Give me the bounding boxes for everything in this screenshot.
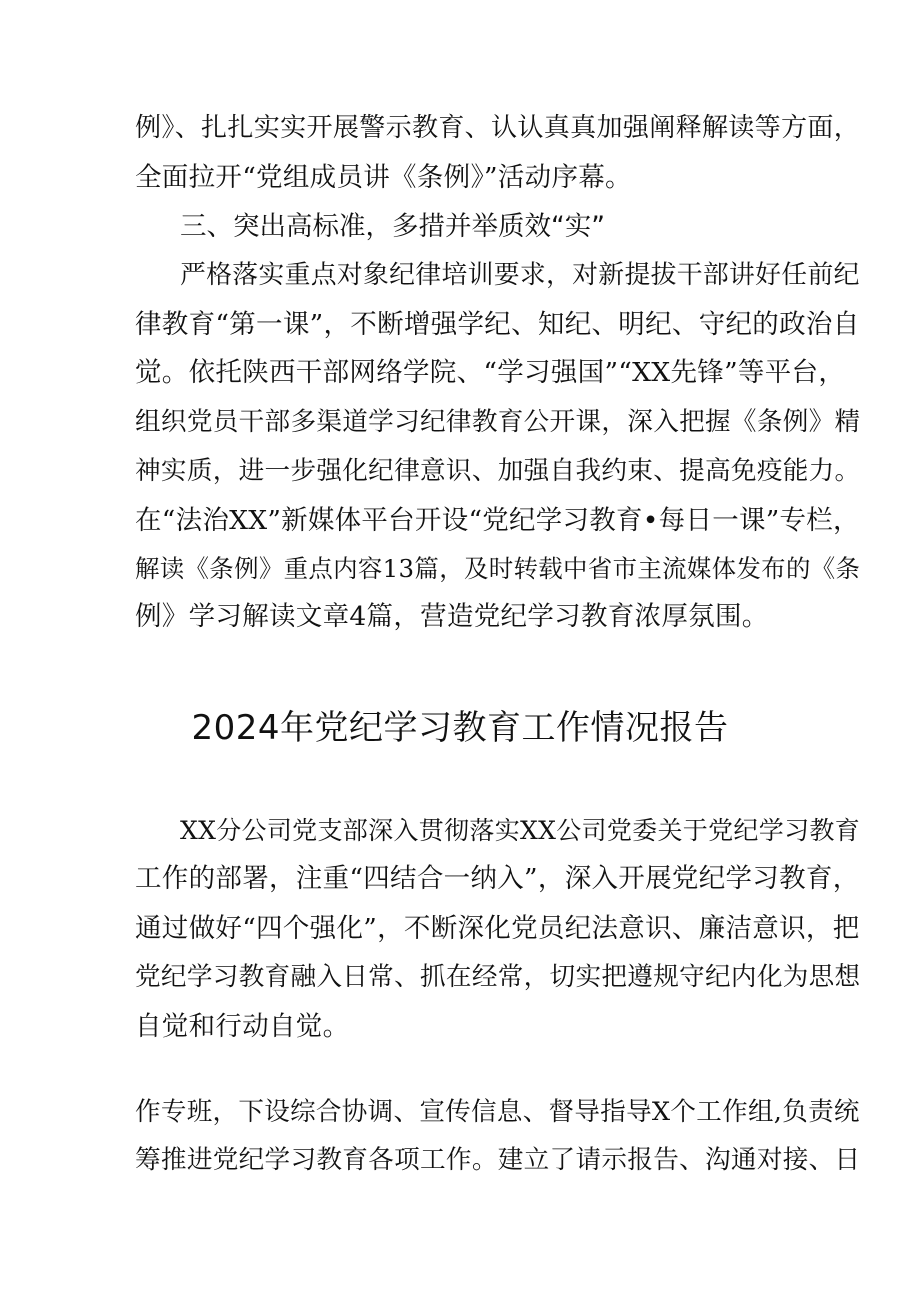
- paragraph-line: 神实质，进一步强化纪律意识、加强自我约束、提高免疫能力。: [135, 456, 861, 486]
- paragraph-line: 觉。依托陕西干部网络学院、“学习强国”“XX先锋”等平台，: [135, 357, 846, 388]
- paragraph-line: 全面拉开“党组成员讲《条例》”活动序幕。: [135, 162, 632, 193]
- paragraph-line: 工作的部署，注重“四结合一纳入”，深入开展党纪学习教育，: [135, 863, 860, 894]
- paragraph-line: 例》、扎扎实实开展警示教育、认认真真加强阐释解读等方面，: [135, 113, 861, 143]
- report-title: 2024年党纪学习教育工作情况报告: [191, 708, 729, 748]
- paragraph-line: 通过做好“四个强化”，不断深化党员纪法意识、廉洁意识，把: [135, 913, 860, 944]
- paragraph-line: 自觉和行动自觉。: [135, 1011, 350, 1042]
- paragraph-line: 严格落实重点对象纪律培训要求，对新提拔干部讲好任前纪: [180, 260, 860, 290]
- paragraph-line: 例》学习解读文章4篇，营造党纪学习教育浓厚氛围。: [135, 601, 769, 632]
- paragraph-line: 筹推进党纪学习教育各项工作。建立了请示报告、沟通对接、日: [135, 1145, 861, 1175]
- paragraph-line: 解读《条例》重点内容13篇，及时转载中省市主流媒体发布的《条: [135, 554, 861, 583]
- paragraph-line: 律教育“第一课”，不断增强学纪、知纪、明纪、守纪的政治自: [135, 309, 860, 340]
- paragraph-line: 作专班，下设综合协调、宣传信息、督导指导X个工作组,负责统: [135, 1097, 860, 1127]
- paragraph-line: 在“法治XX”新媒体平台开设“党纪学习教育•每日一课”专栏，: [135, 505, 860, 536]
- paragraph-line: 党纪学习教育融入日常、抓在经常，切实把遵规守纪内化为思想: [135, 962, 861, 992]
- paragraph-line: XX分公司党支部深入贯彻落实XX公司党委关于党纪学习教育: [180, 816, 861, 845]
- section-heading: 三、突出高标准，多措并举质效“实”: [180, 211, 605, 242]
- paragraph-line: 组织党员干部多渠道学习纪律教育公开课，深入把握《条例》精: [135, 407, 861, 437]
